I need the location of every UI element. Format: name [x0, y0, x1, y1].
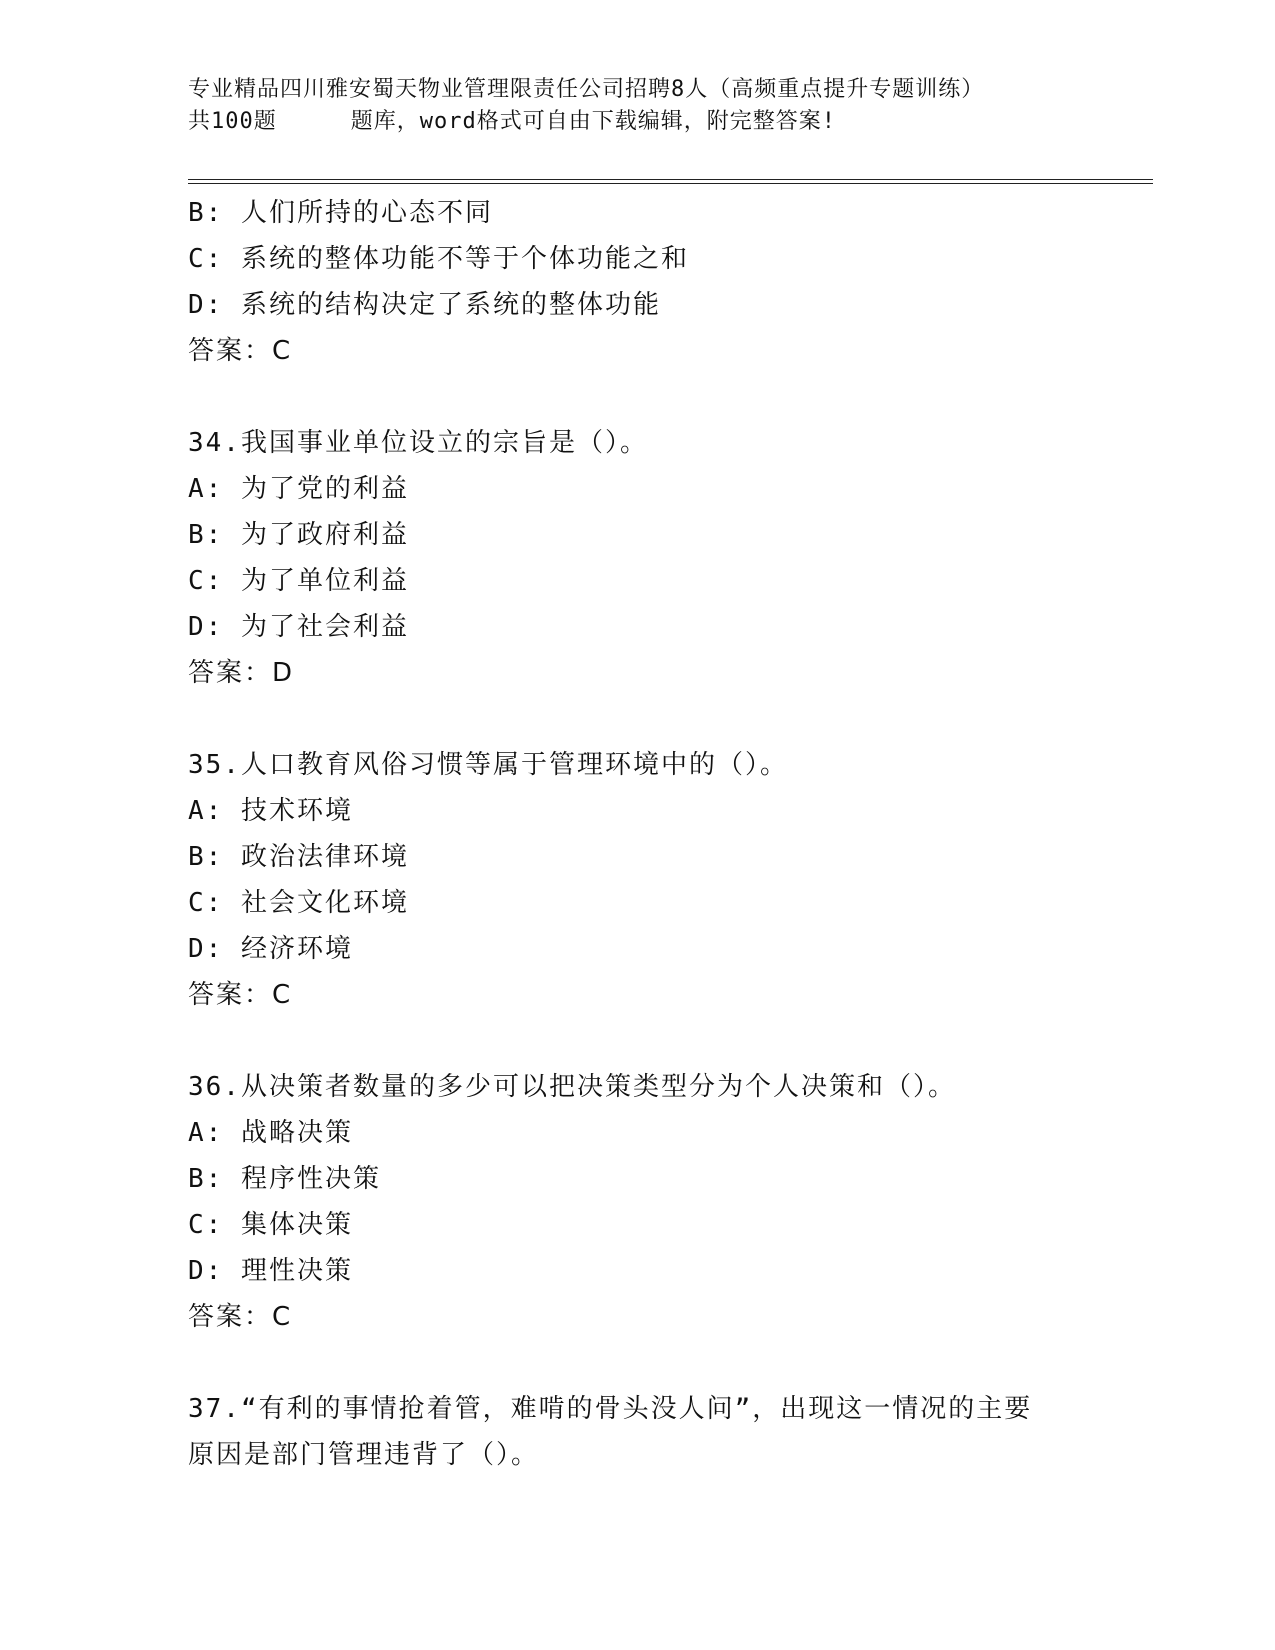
- option-a: A: 技术环境: [188, 796, 353, 826]
- option-b: B: 政治法律环境: [188, 842, 409, 872]
- question-block-35: [188, 742, 1088, 1018]
- question-list: [188, 190, 1088, 1478]
- option-c: C: 为了单位利益: [188, 566, 409, 596]
- question-block-36: [188, 1064, 1088, 1340]
- header-description: 题库，word格式可自由下载编辑，附完整答案!: [350, 109, 836, 134]
- header-subtitle-line: [188, 106, 1088, 138]
- option-c: C: 集体决策: [188, 1210, 353, 1240]
- header-divider-top: [188, 179, 1153, 180]
- answer-line: 答案：C: [188, 336, 293, 366]
- option-c: C: 社会文化环境: [188, 888, 409, 918]
- question-stem-line-2: 原因是部门管理违背了（）。: [188, 1440, 540, 1470]
- option-b: B: 程序性决策: [188, 1164, 381, 1194]
- option-b: B: 人们所持的心态不同: [188, 198, 493, 228]
- question-stem: 35.人口教育风俗习惯等属于管理环境中的（）。: [188, 750, 788, 780]
- document-header: [188, 74, 1088, 138]
- question-block-34: [188, 420, 1088, 696]
- option-c: C: 系统的整体功能不等于个体功能之和: [188, 244, 689, 274]
- header-question-count: 共100题: [188, 109, 277, 134]
- question-stem: 36.从决策者数量的多少可以把决策类型分为个人决策和（）。: [188, 1072, 956, 1102]
- question-block-prev: [188, 190, 1088, 374]
- option-a: A: 战略决策: [188, 1118, 353, 1148]
- answer-line: 答案：D: [188, 658, 295, 688]
- question-stem: 34.我国事业单位设立的宗旨是（）。: [188, 428, 648, 458]
- header-title-line: 专业精品四川雅安蜀天物业管理限责任公司招聘8人（高频重点提升专题训练）: [188, 77, 985, 102]
- question-stem-line-1: 37.“有利的事情抢着管，难啃的骨头没人问”，出现这一情况的主要: [188, 1394, 1033, 1424]
- option-b: B: 为了政府利益: [188, 520, 409, 550]
- answer-line: 答案：C: [188, 1302, 293, 1332]
- option-d: D: 系统的结构决定了系统的整体功能: [188, 290, 661, 320]
- option-d: D: 为了社会利益: [188, 612, 409, 642]
- answer-line: 答案：C: [188, 980, 293, 1010]
- header-divider-bottom: [188, 183, 1153, 184]
- question-block-37: [188, 1386, 1088, 1478]
- option-d: D: 理性决策: [188, 1256, 353, 1286]
- option-a: A: 为了党的利益: [188, 474, 409, 504]
- option-d: D: 经济环境: [188, 934, 353, 964]
